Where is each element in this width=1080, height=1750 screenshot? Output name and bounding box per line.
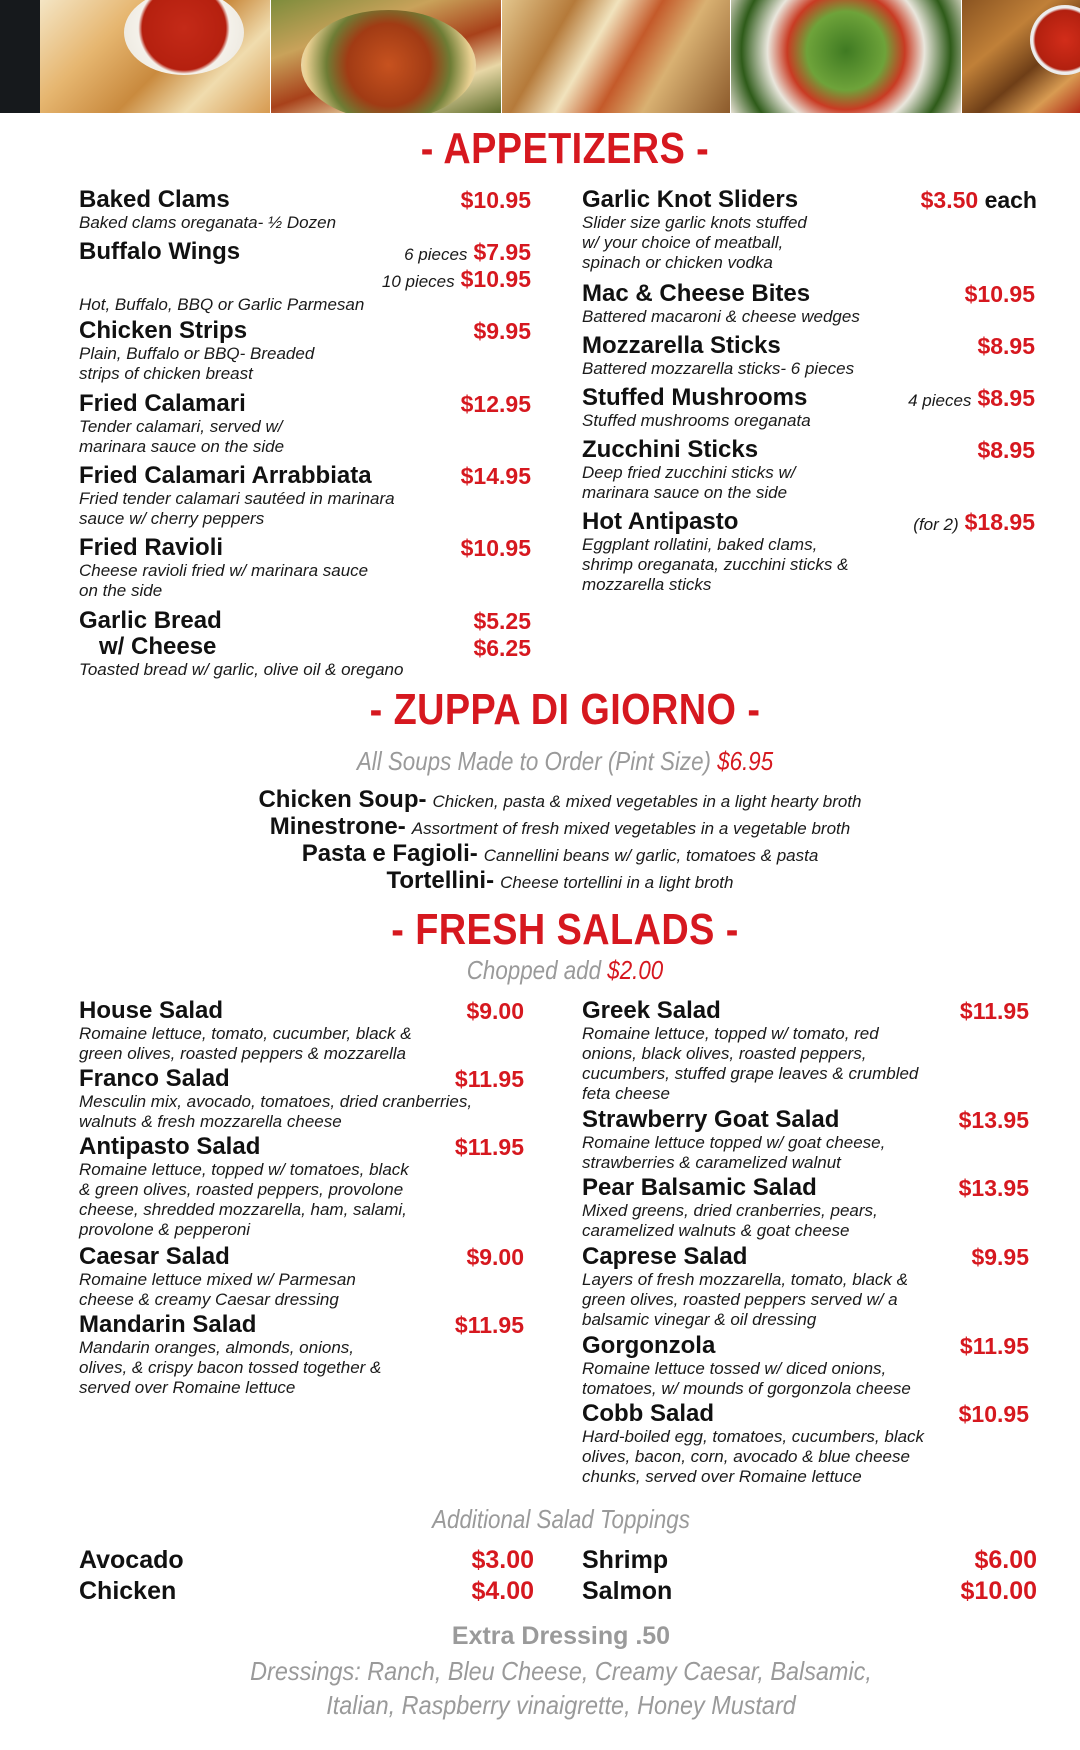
item-price: $11.95 [454,1066,524,1092]
extra-dressing: Extra Dressing .50 [451,1622,671,1650]
item-price: $9.00 [466,998,524,1024]
item-qty: 6 pieces [404,245,468,264]
item-name: Buffalo Wings [79,238,241,265]
item-name: Fried Ravioli [79,534,224,561]
item-price: $10.95 [958,1401,1029,1427]
item-price-variant: $6.25 [473,635,531,661]
salads-subtitle-text: Chopped add [466,955,602,985]
item-description: Mandarin oranges, almonds, onions, olives, & crispy bacon tossed together & served over Romaine lettuce [79,1338,382,1397]
price-value: $8.95 [977,385,1035,411]
item-price: $13.95 [958,1107,1029,1133]
menu-item [582,385,1037,431]
dressings-line-2: Italian, Raspberry vinaigrette, Honey Mustard [326,1690,796,1720]
item-price: $11.95 [454,1134,524,1160]
item-name: Caprese Salad [582,1243,748,1270]
item-name-variant: w/ Cheese [99,633,217,660]
soup-name: Minestrone- [269,813,406,840]
item-name: Fried Calamari Arrabbiata [79,462,372,489]
photo-fried-ravioli [962,0,1080,113]
soups-subtitle [79,746,1051,777]
item-description: Plain, Buffalo or BBQ- Breaded strips of chicken breast [79,344,315,383]
item-name: Caesar Salad [79,1243,230,1270]
topping-price: $4.00 [471,1577,534,1605]
photo-fried-appetizers [40,0,270,113]
item-name: Mozzarella Sticks [582,332,781,359]
item-name: Garlic Bread [79,607,222,634]
item-description: Cheese ravioli fried w/ marinara sauce on the side [79,561,369,600]
item-description: Romaine lettuce, topped w/ tomatoes, black & green olives, roasted peppers, provolone cheese, shredded mozzarella, ham, salami, provolone & pepperoni [79,1160,409,1239]
item-name: House Salad [79,997,224,1024]
topping-name: Shrimp [582,1546,669,1574]
item-price: $9.95 [971,1244,1029,1270]
item-description: Battered macaroni & cheese wedges [582,307,860,326]
item-price: $13.95 [958,1175,1029,1201]
item-name: Mac & Cheese Bites [582,280,811,307]
item-name: Cobb Salad [582,1400,715,1427]
menu-item [582,998,1029,1104]
soup-name: Chicken Soup- [258,786,427,813]
item-price: $11.95 [959,1333,1029,1359]
soup-description: Cheese tortellini in a light broth [500,873,734,892]
item-name: Gorgonzola [582,1332,716,1359]
item-name: Pear Balsamic Salad [582,1174,817,1201]
food-banner [0,0,1080,113]
banner-dark-strip [0,0,40,113]
soup-name: Tortellini- [386,867,495,894]
price-suffix: each [984,187,1037,213]
item-qty: 4 pieces [908,391,972,410]
item-name: Zucchini Sticks [582,436,759,463]
soup-item [0,867,1080,895]
salads-subtitle [79,955,1051,986]
item-description: Deep fried zucchini sticks w/ marinara sauce on the side [582,463,796,502]
soup-item [0,813,1080,841]
topping-price: $3.00 [471,1546,534,1574]
item-price: $8.95 [977,333,1035,359]
menu-item [79,535,539,601]
item-price: $12.95 [460,391,531,417]
item-qty: 10 pieces [381,272,455,291]
soups-title: - ZUPPA DI GIORNO - [369,685,761,734]
item-description: Romaine lettuce mixed w/ Parmesan cheese & creamy Caesar dressing [79,1270,356,1309]
price-value: $3.50 [920,187,979,213]
item-price [921,187,1037,213]
soups-subtitle-text: All Soups Made to Order (Pint Size) [356,746,711,776]
item-description: Stuffed mushrooms oreganata [582,411,811,430]
item-name: Baked Clams [79,186,230,213]
topping-name: Avocado [79,1546,184,1574]
item-description: Battered mozzarella sticks- 6 pieces [582,359,855,378]
soup-description: Cannellini beans w/ garlic, tomatoes & pasta [483,846,819,865]
menu-item [582,509,1037,595]
menu-item [582,281,1037,327]
item-description: Romaine lettuce, topped w/ tomato, red onions, black olives, roasted peppers, cucumbers, stuffed grape leaves & crumbled feta cheese [582,1024,919,1103]
menu-item [582,1244,1029,1330]
soup-item [0,840,1080,868]
menu-item [79,391,539,457]
menu-item [79,187,539,233]
topping-name: Salmon [582,1577,673,1605]
menu-item [582,1333,1029,1399]
menu-item [79,998,524,1064]
item-name: Antipasto Salad [79,1133,261,1160]
item-price: $11.95 [959,998,1029,1024]
salads-chopped-price: $2.00 [607,955,664,985]
photo-minestrone-soup [271,0,501,113]
menu-item [79,1134,524,1240]
menu-item [79,318,539,384]
item-name: Stuffed Mushrooms [582,384,808,411]
item-description: Layers of fresh mozzarella, tomato, black & green olives, roasted peppers served w/ a balsamic vinegar & oil dressing [582,1270,908,1329]
item-description: Romaine lettuce topped w/ goat cheese, strawberries & caramelized walnut [582,1133,886,1172]
menu-item [582,1175,1029,1241]
item-price: $5.25 [473,608,531,634]
item-description: Hard-boiled egg, tomatoes, cucumbers, black olives, bacon, corn, avocado & blue cheese chunks, served over Romaine lettuce [582,1427,925,1486]
item-description: Fried tender calamari sautéed in marinara sauce w/ cherry peppers [79,489,395,528]
menu-item [79,608,539,680]
item-description: Eggplant rollatini, baked clams, shrimp oreganata, zucchini sticks & mozzarella sticks [582,535,849,594]
topping-name: Chicken [79,1577,177,1605]
item-description: Hot, Buffalo, BBQ or Garlic Parmesan [79,295,365,314]
soups-price: $6.95 [717,746,774,776]
menu-item [79,239,539,315]
item-name: Chicken Strips [79,317,248,344]
photo-greek-salad [731,0,961,113]
appetizers-title: - APPETIZERS - [420,124,710,173]
menu-item [79,463,539,529]
item-price: $8.95 [977,437,1035,463]
menu-item [582,1107,1029,1173]
item-price: $10.95 [460,187,531,213]
item-name: Mandarin Salad [79,1311,257,1338]
item-description: Toasted bread w/ garlic, olive oil & oregano [79,660,404,679]
marinara-bowl [124,0,244,75]
topping-price: $6.00 [974,1546,1037,1574]
menu-item [79,1066,524,1132]
topping-price: $10.00 [960,1577,1037,1605]
item-name: Strawberry Goat Salad [582,1106,840,1133]
item-price: $9.00 [466,1244,524,1270]
menu-item [582,1401,1029,1487]
menu-item [582,333,1037,379]
item-price [908,385,1035,414]
item-description: Tender calamari, served w/ marinara sauce on the side [79,417,285,456]
item-name: Fried Calamari [79,390,246,417]
item-price-6 [404,239,531,268]
menu-item [79,1244,524,1310]
item-name: Franco Salad [79,1065,230,1092]
item-description: Slider size garlic knots stuffed w/ your choice of meatball, spinach or chicken vodka [582,213,807,272]
item-name: Greek Salad [582,997,721,1024]
dressings-line-1: Dressings: Ranch, Bleu Cheese, Creamy Caesar, Balsamic, [250,1656,872,1686]
item-price: $10.95 [460,535,531,561]
item-price: $14.95 [460,463,531,489]
menu-item [79,1312,524,1398]
item-qty: (for 2) [913,515,959,534]
toppings-title: Additional Salad Toppings [432,1504,690,1534]
item-price: $9.95 [473,318,531,344]
price-value: $10.95 [460,266,531,292]
menu-item [582,187,1037,273]
soup-description: Assortment of fresh mixed vegetables in a vegetable broth [411,819,851,838]
price-value: $18.95 [964,509,1035,535]
photo-garlic-sliders [502,0,730,113]
item-description: Baked clams oreganata- ½ Dozen [79,213,337,232]
item-name: Garlic Knot Sliders [582,186,799,213]
item-price: $10.95 [964,281,1035,307]
item-description: Mesculin mix, avocado, tomatoes, dried cranberries, walnuts & fresh mozzarella cheese [79,1092,473,1131]
menu-item [582,437,1037,503]
item-price-10 [382,266,531,295]
soup-bowl [301,10,476,113]
soup-name: Pasta e Fagioli- [301,840,478,867]
item-name: Hot Antipasto [582,508,739,535]
item-price: $11.95 [454,1312,524,1338]
item-description: Romaine lettuce, tomato, cucumber, black & green olives, roasted peppers & mozzarella [79,1024,412,1063]
soup-item [0,786,1080,814]
item-description: Romaine lettuce tossed w/ diced onions, tomatoes, w/ mounds of gorgonzola cheese [582,1359,911,1398]
salads-title: - FRESH SALADS - [391,905,739,954]
sauce-dip [1030,5,1080,75]
item-price [913,509,1035,538]
item-description: Mixed greens, dried cranberries, pears, caramelized walnuts & goat cheese [582,1201,878,1240]
price-value: $7.95 [473,239,531,265]
soup-description: Chicken, pasta & mixed vegetables in a light hearty broth [432,792,862,811]
